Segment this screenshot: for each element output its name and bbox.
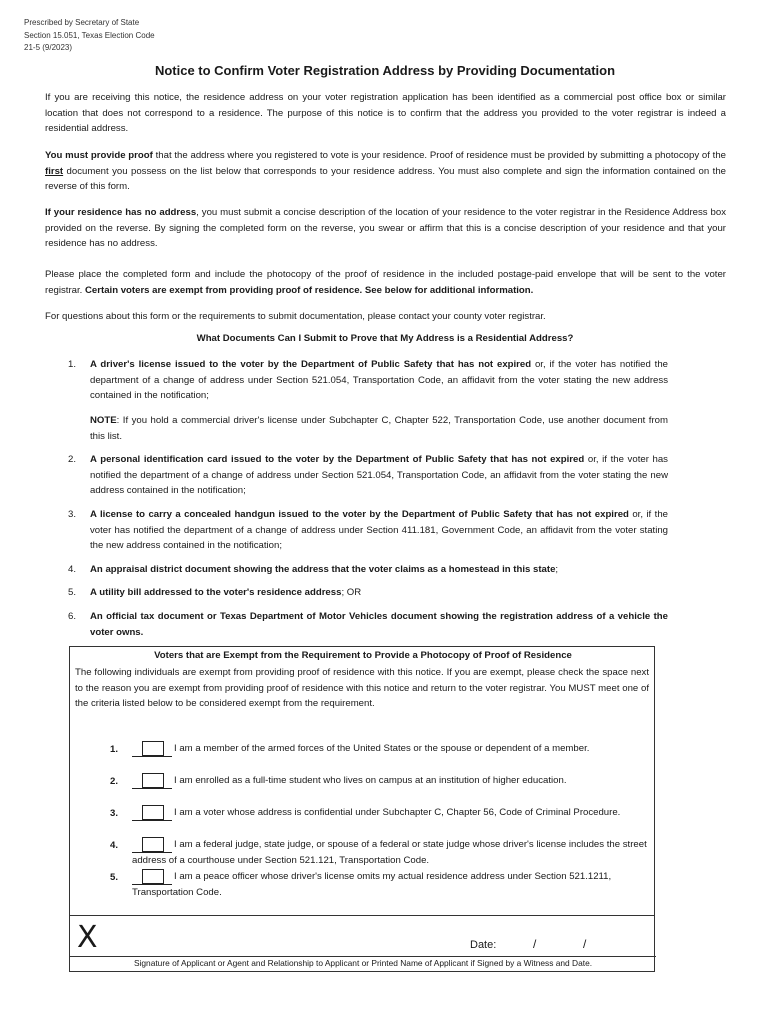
exemption-item <box>132 741 650 757</box>
intro-paragraph: If you are receiving this notice, the residence address on your voter registration application has been identified as a commercial post office box or similar location that does not correspond to a residence. The purpose of this notice is to confirm that the address you provided to the voter registrar is indeed a residential address. <box>45 92 726 135</box>
doc-item-text: or, if the voter has notified the department of a change of address under Section 521.054, Transportation Code, an affidavit from the voter stating the new address contained in the notification; <box>90 454 668 497</box>
exemption-item <box>132 869 650 900</box>
place-bold: Certain voters are exempt from providing proof of residence. See below for additional information. <box>85 284 534 296</box>
doc-item-text: ; OR <box>341 587 362 598</box>
doc-item <box>90 507 668 554</box>
exemption-text: I am a member of the armed forces of the United States or the spouse or dependent of a member. <box>174 743 590 754</box>
exemption-checkbox[interactable] <box>132 871 172 885</box>
proof-text-2: document you possess on the list below that corresponds to your residence address. You must also complete and sign the information contained on the reverse of this form. <box>45 165 726 193</box>
exemption-text: I am enrolled as a full-time student who lives on campus at an institution of higher education. <box>174 775 567 786</box>
header-section: Section 15.051, Texas Election Code <box>24 30 155 40</box>
doc-item-bold: A personal identification card issued to the voter by the Department of Public Safety that has not expired <box>90 454 585 465</box>
exemption-heading: Voters that are Exempt from the Requirement to Provide a Photocopy of Proof of Residence <box>154 650 572 661</box>
note-text: : If you hold a commercial driver's license under Subchapter C, Chapter 522, Transportation Code, use another document from this list. <box>90 415 668 442</box>
exemption-number: 4. <box>110 840 119 851</box>
signature-x-mark: X <box>77 920 98 955</box>
proof-text-1: that the address where you registered to vote is your residence. Proof of residence must be provided by submitting a photocopy of the <box>152 150 727 161</box>
exemption-number: 1. <box>110 744 119 755</box>
doc-number: 4. <box>68 564 77 575</box>
exemption-text: I am a voter whose address is confidential under Subchapter C, Chapter 56, Code of Criminal Procedure. <box>174 807 621 818</box>
doc-number: 2. <box>68 454 77 465</box>
exemption-number: 3. <box>110 808 119 819</box>
doc-item <box>90 585 668 601</box>
exemption-checkbox[interactable] <box>132 743 172 757</box>
doc-item <box>90 452 668 499</box>
no-address-paragraph <box>45 205 726 252</box>
doc-number: 3. <box>68 509 77 520</box>
exemption-number: 2. <box>110 776 119 787</box>
signature-line[interactable] <box>70 956 656 957</box>
date-label: Date: <box>470 939 497 951</box>
doc-number: 6. <box>68 611 77 622</box>
note-bold: NOTE <box>90 415 117 426</box>
date-slash: / <box>583 937 587 951</box>
exemption-item <box>132 773 650 789</box>
proof-underline: first <box>45 165 64 177</box>
doc-item-bold: A driver's license issued to the voter by the Department of Public Safety that has not expired <box>90 359 532 370</box>
exemption-checkbox[interactable] <box>132 775 172 789</box>
questions-paragraph: For questions about this form or the requirements to submit documentation, please contact your county voter registrar. <box>45 311 546 322</box>
exemption-box <box>69 646 655 916</box>
exemption-text: I am a federal judge, state judge, or spouse of a federal or state judge whose driver's license includes the street address of a courthouse under Section 521.121, Transportation Code. <box>132 839 647 866</box>
header-form-number: 21-5 (9/2023) <box>24 43 73 52</box>
exemption-checkbox[interactable] <box>132 839 172 853</box>
doc-note <box>90 413 668 444</box>
proof-paragraph <box>45 148 726 195</box>
documents-heading: What Documents Can I Submit to Prove that My Address is a Residential Address? <box>196 333 574 344</box>
proof-bold: You must provide proof <box>45 150 153 161</box>
signature-caption: Signature of Applicant or Agent and Relationship to Applicant or Printed Name of Applicant if Signed by a Witness and Date. <box>133 958 593 968</box>
no-address-bold: If your residence has no address <box>45 207 197 218</box>
exemption-checkbox[interactable] <box>132 807 172 821</box>
doc-item <box>90 357 668 404</box>
date-slash: / <box>533 937 537 951</box>
doc-item-bold: A utility bill addressed to the voter's residence address <box>90 587 342 598</box>
no-address-text: , you must submit a concise description of the location of your residence to the voter registrar in the Residence Address box provided on the reverse. By signing the completed form on the reverse, you swear or affirm that this is a concise description of your residence and that your residence has no address. <box>45 207 726 250</box>
doc-item-text: ; <box>555 564 559 575</box>
exemption-text: I am a peace officer whose driver's license omits my actual residence address under Section 521.1211, Transportation Code. <box>132 871 612 898</box>
doc-number: 5. <box>68 587 77 598</box>
doc-item-bold: A license to carry a concealed handgun issued to the voter by the Department of Public Safety that has not expired <box>90 509 629 520</box>
doc-item-text: or, if the voter has notified the department of a change of address under Section 411.181, Government Code, an affidavit from the voter stating the new address contained in the notification; <box>90 509 668 552</box>
doc-item-text: or, if the voter has notified the department of a change of address under Section 521.054, Transportation Code, an affidavit from the voter stating the new address contained in the notification; <box>90 359 668 402</box>
doc-number: 1. <box>68 359 77 370</box>
doc-item-bold: An appraisal district document showing the address that the voter claims as a homestead in this state <box>90 564 556 575</box>
header-prescribed: Prescribed by Secretary of State <box>24 18 140 27</box>
exemption-number: 5. <box>110 872 119 883</box>
exemption-item <box>132 805 650 821</box>
page-title: Notice to Confirm Voter Registration Address by Providing Documentation <box>154 63 616 78</box>
doc-item <box>90 562 668 578</box>
place-paragraph <box>45 267 726 298</box>
form-header <box>24 17 155 55</box>
place-text: Please place the completed form and include the photocopy of the proof of residence in the included postage-paid envelope that will be sent to the voter registrar. <box>45 269 726 296</box>
signature-box <box>69 915 655 972</box>
exemption-intro: The following individuals are exempt from providing proof of residence with this notice. If you are exempt, please check the space next to the reason you are exempt from providing proof of residence with this notice and return to the voter registrar. You MUST meet one of the criteria listed below to be considered exempt from the requirement. <box>75 667 649 710</box>
exemption-item <box>132 837 650 868</box>
doc-item <box>90 609 668 640</box>
doc-item-bold: An official tax document or Texas Department of Motor Vehicles document showing the registration address of a vehicle the voter owns. <box>90 611 668 638</box>
